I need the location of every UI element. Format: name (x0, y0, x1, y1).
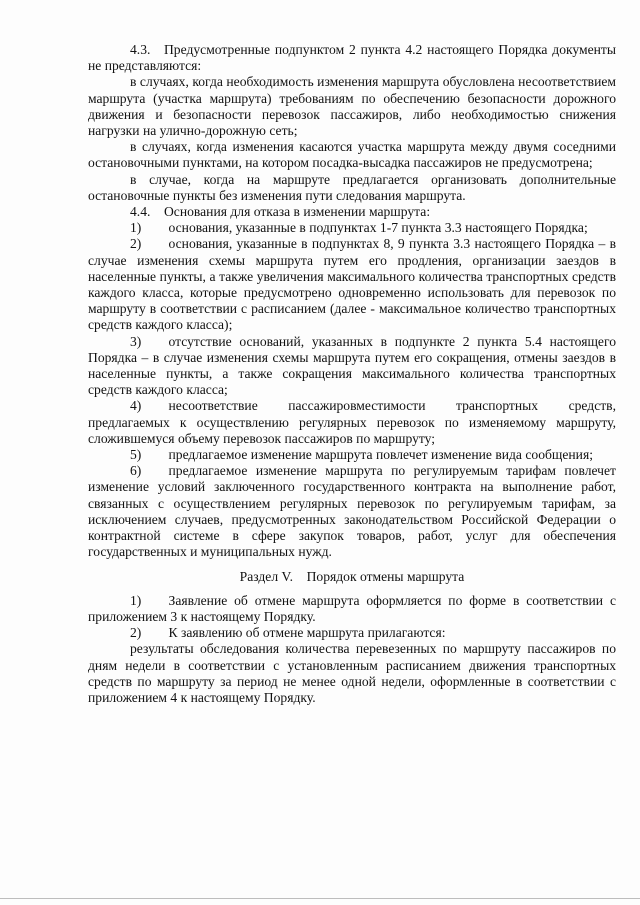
clause-4-4-item-5: 5) предлагаемое изменение маршрута повлечет изменение вида сообщения; (130, 447, 593, 463)
clause-4-4-item-2: 2) основания, указанные в подпунктах 8, 9 пункта 3.3 настоящего Порядка – в случае изменения схемы маршрута путем его продления, организации заездов в населенные пункты, а также увеличения максимального количества транспортных средств каждого класса, которые предусмотрено одновременно использовать для перевозок по маршруту в соответствии с расписанием (далее - максимальное количество транспортных средств каждого класса); (88, 236, 616, 333)
section-5-item-2-detail: результаты обследования количества перевезенных по маршруту пассажиров по дням недели в соответствии с установленным расписанием движения транспортных средств по маршруту за период не менее одной недели, оформленные в соответствии с приложением 4 к настоящему Порядку. (88, 641, 616, 705)
clause-4-3-case-1: в случаях, когда необходимость изменения маршрута обусловлена несоответствием маршрута (участка маршрута) требованиям по обеспечению безопасности дорожного движения и безопасности перевозок пассажиров, либо необходимостью снижения нагрузки на улично-дорожную сеть; (88, 74, 616, 139)
clause-4-3-case-2: в случаях, когда изменения касаются участка маршрута между двумя соседними остановочными пунктами, на котором посадка-высадка пассажиров не предусмотрена; (88, 139, 616, 171)
clause-4-4-item-4: 4) несоответствие пассажировместимости транспортных средств, предлагаемых к осуществлению регулярных перевозок по изменяемому маршруту, сложившемуся объему перевозок пассажиров по маршруту; (88, 398, 616, 446)
page-bottom-rule (0, 898, 640, 899)
document-body (88, 42, 616, 706)
clause-4-3: 4.3. Предусмотренные подпунктом 2 пункта 4.2 настоящего Порядка документы не представляются: (88, 42, 616, 74)
clause-4-4-item-6: 6) предлагаемое изменение маршрута по регулируемым тарифам повлечет изменение условий заключенного государственного контракта на выполнение работ, связанных с осуществлением регулярных перевозок по регулируемым тарифам, за исключением случаев, предусмотренных законодательством Российской Федерации о контрактной системе в сфере закупок товаров, работ, услуг для обеспечения государственных и муниципальных нужд. (88, 463, 616, 560)
clause-4-4: 4.4. Основания для отказа в изменении маршрута: (130, 204, 431, 220)
section-5-item-2: 2) К заявлению об отмене маршрута прилагаются: (130, 625, 446, 641)
clause-4-4-item-3: 3) отсутствие оснований, указанных в подпункте 2 пункта 5.4 настоящего Порядка – в случае изменения схемы маршрута путем его сокращения, отмены заездов в населенные пункты, а также сокращения максимального количества транспортных средств каждого класса; (88, 333, 616, 398)
section-5-item-1: 1) Заявление об отмене маршрута оформляется по форме в соответствии с приложением 3 к настоящему Порядку. (88, 592, 616, 624)
clause-4-3-case-3: в случае, когда на маршруте предлагается организовать дополнительные остановочные пункты без изменения пути следования маршрута. (88, 171, 616, 203)
clause-4-4-item-1: 1) основания, указанные в подпунктах 1-7 пункта 3.3 настоящего Порядка; (130, 220, 588, 236)
section-heading: Раздел V. Порядок отмены маршрута (239, 568, 465, 584)
